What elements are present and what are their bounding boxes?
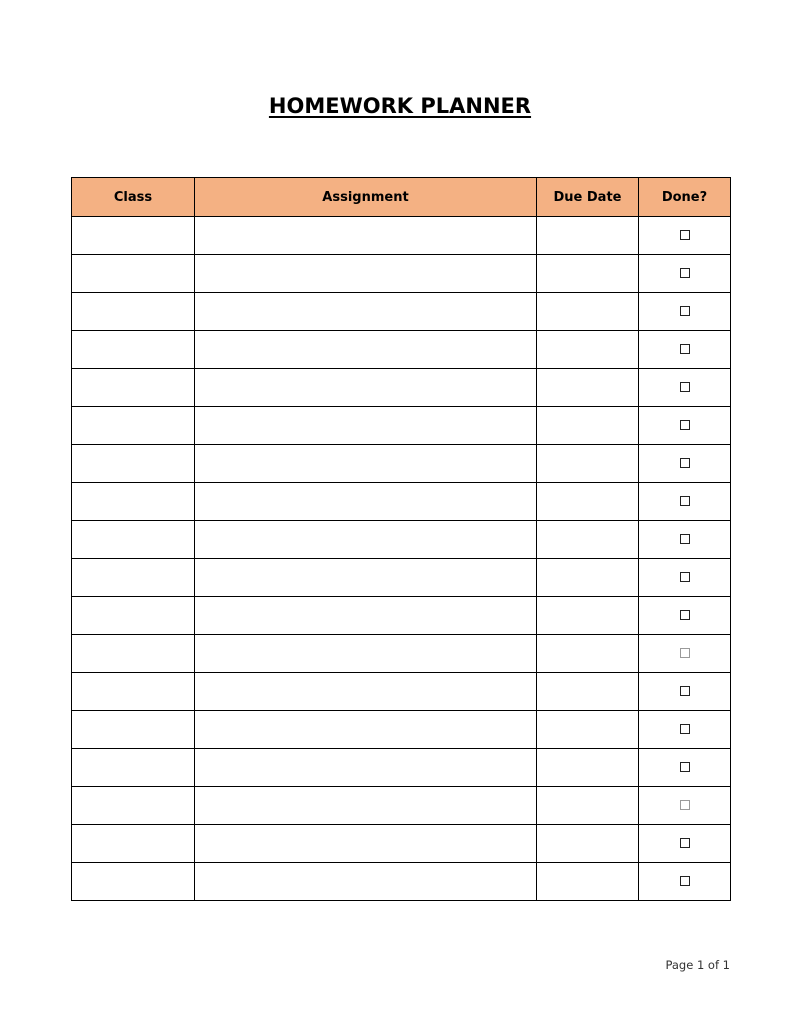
homework-table — [71, 177, 731, 901]
table-row — [72, 483, 731, 521]
assignment-cell[interactable] — [195, 331, 537, 369]
assignment-cell[interactable] — [195, 559, 537, 597]
done-checkbox[interactable] — [680, 496, 690, 506]
due-date-cell[interactable] — [537, 217, 639, 255]
class-cell[interactable] — [72, 483, 195, 521]
class-cell[interactable] — [72, 787, 195, 825]
table-row — [72, 559, 731, 597]
class-cell[interactable] — [72, 445, 195, 483]
table-body — [72, 217, 731, 901]
due-date-cell[interactable] — [537, 293, 639, 331]
done-checkbox[interactable] — [680, 534, 690, 544]
column-header-due-date: Due Date — [537, 178, 639, 217]
assignment-cell[interactable] — [195, 863, 537, 901]
done-cell — [639, 217, 731, 255]
class-cell[interactable] — [72, 369, 195, 407]
table-row — [72, 673, 731, 711]
class-cell[interactable] — [72, 217, 195, 255]
due-date-cell[interactable] — [537, 787, 639, 825]
table-row — [72, 331, 731, 369]
assignment-cell[interactable] — [195, 445, 537, 483]
done-cell — [639, 521, 731, 559]
assignment-cell[interactable] — [195, 483, 537, 521]
done-checkbox[interactable] — [680, 610, 690, 620]
done-checkbox[interactable] — [680, 838, 690, 848]
done-cell — [639, 635, 731, 673]
done-cell — [639, 445, 731, 483]
done-cell — [639, 673, 731, 711]
done-cell — [639, 597, 731, 635]
done-checkbox[interactable] — [680, 420, 690, 430]
class-cell[interactable] — [72, 331, 195, 369]
due-date-cell[interactable] — [537, 863, 639, 901]
due-date-cell[interactable] — [537, 711, 639, 749]
done-cell — [639, 331, 731, 369]
due-date-cell[interactable] — [537, 407, 639, 445]
class-cell[interactable] — [72, 635, 195, 673]
class-cell[interactable] — [72, 863, 195, 901]
page-number: Page 1 of 1 — [665, 958, 730, 972]
table-row — [72, 787, 731, 825]
done-checkbox[interactable] — [680, 306, 690, 316]
table-row — [72, 445, 731, 483]
class-cell[interactable] — [72, 711, 195, 749]
class-cell[interactable] — [72, 559, 195, 597]
table-row — [72, 825, 731, 863]
table-row — [72, 255, 731, 293]
due-date-cell[interactable] — [537, 331, 639, 369]
class-cell[interactable] — [72, 597, 195, 635]
column-header-class: Class — [72, 178, 195, 217]
done-checkbox[interactable] — [680, 686, 690, 696]
class-cell[interactable] — [72, 407, 195, 445]
assignment-cell[interactable] — [195, 407, 537, 445]
table-row — [72, 863, 731, 901]
table-row — [72, 597, 731, 635]
assignment-cell[interactable] — [195, 787, 537, 825]
done-cell — [639, 749, 731, 787]
done-checkbox[interactable] — [680, 572, 690, 582]
table-header — [72, 178, 731, 217]
assignment-cell[interactable] — [195, 521, 537, 559]
assignment-cell[interactable] — [195, 711, 537, 749]
table-row — [72, 711, 731, 749]
header-row — [72, 178, 731, 217]
done-cell — [639, 559, 731, 597]
due-date-cell[interactable] — [537, 825, 639, 863]
due-date-cell[interactable] — [537, 255, 639, 293]
due-date-cell[interactable] — [537, 673, 639, 711]
assignment-cell[interactable] — [195, 635, 537, 673]
done-cell — [639, 787, 731, 825]
assignment-cell[interactable] — [195, 825, 537, 863]
done-cell — [639, 369, 731, 407]
done-checkbox[interactable] — [680, 724, 690, 734]
due-date-cell[interactable] — [537, 597, 639, 635]
done-checkbox[interactable] — [680, 344, 690, 354]
table-row — [72, 521, 731, 559]
class-cell[interactable] — [72, 825, 195, 863]
done-checkbox[interactable] — [680, 876, 690, 886]
done-checkbox[interactable] — [680, 762, 690, 772]
done-cell — [639, 825, 731, 863]
assignment-cell[interactable] — [195, 673, 537, 711]
due-date-cell[interactable] — [537, 369, 639, 407]
done-cell — [639, 407, 731, 445]
done-checkbox[interactable] — [680, 230, 690, 240]
assignment-cell[interactable] — [195, 217, 537, 255]
column-header-done: Done? — [639, 178, 731, 217]
assignment-cell[interactable] — [195, 749, 537, 787]
class-cell[interactable] — [72, 749, 195, 787]
done-cell — [639, 711, 731, 749]
assignment-cell[interactable] — [195, 255, 537, 293]
done-cell — [639, 483, 731, 521]
done-cell — [639, 863, 731, 901]
assignment-cell[interactable] — [195, 369, 537, 407]
table-row — [72, 217, 731, 255]
done-checkbox[interactable] — [680, 268, 690, 278]
class-cell[interactable] — [72, 673, 195, 711]
due-date-cell[interactable] — [537, 559, 639, 597]
table-row — [72, 635, 731, 673]
page-title: HOMEWORK PLANNER — [268, 94, 532, 118]
due-date-cell[interactable] — [537, 483, 639, 521]
class-cell[interactable] — [72, 255, 195, 293]
table-row — [72, 407, 731, 445]
table-row — [72, 749, 731, 787]
due-date-cell[interactable] — [537, 445, 639, 483]
done-cell — [639, 293, 731, 331]
table-row — [72, 293, 731, 331]
assignment-cell[interactable] — [195, 293, 537, 331]
column-header-assignment: Assignment — [195, 178, 537, 217]
table-row — [72, 369, 731, 407]
class-cell[interactable] — [72, 293, 195, 331]
done-checkbox[interactable] — [680, 648, 690, 658]
done-cell — [639, 255, 731, 293]
due-date-cell[interactable] — [537, 635, 639, 673]
class-cell[interactable] — [72, 521, 195, 559]
assignment-cell[interactable] — [195, 597, 537, 635]
due-date-cell[interactable] — [537, 749, 639, 787]
done-checkbox[interactable] — [680, 458, 690, 468]
due-date-cell[interactable] — [537, 521, 639, 559]
done-checkbox[interactable] — [680, 382, 690, 392]
done-checkbox[interactable] — [680, 800, 690, 810]
